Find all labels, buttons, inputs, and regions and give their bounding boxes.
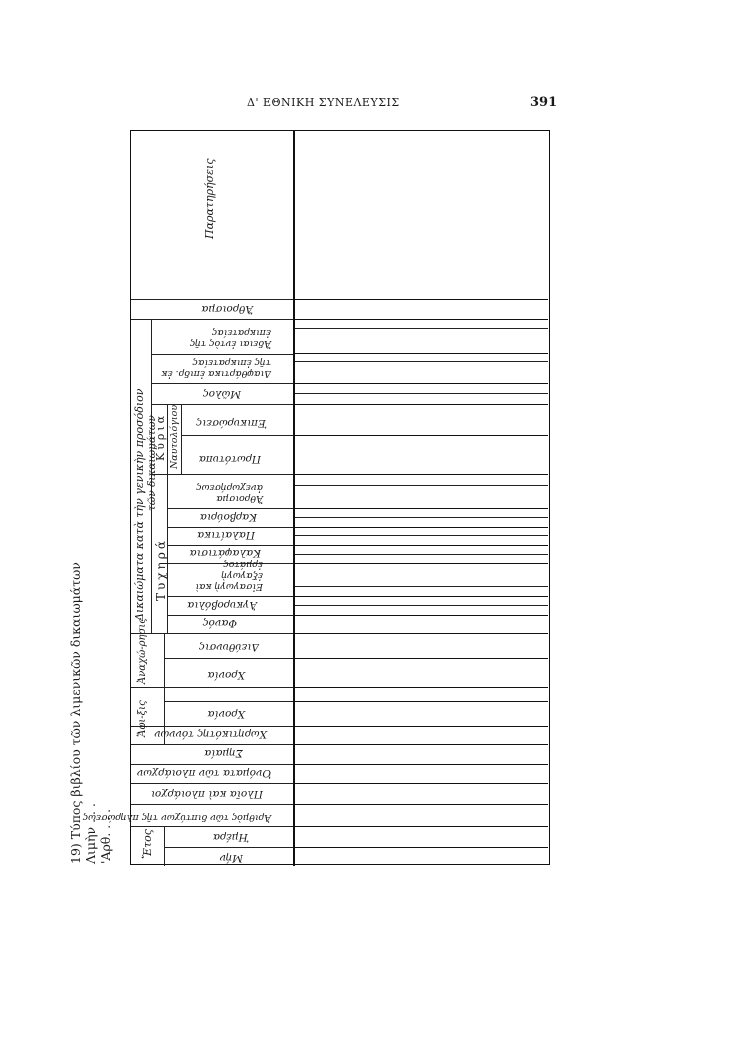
group-dikaiomata-line2: τῶν δικαιωμάτων: [146, 415, 158, 511]
anachorisis-divider: [164, 633, 165, 687]
row-line: [295, 485, 548, 486]
col-chortikotis: Χωρητικότης τόννων: [154, 728, 267, 740]
col-dieuthynsis: Διεύθυνσις: [199, 641, 259, 653]
col-agkyrovolia: Ἀγκυροβόλια: [187, 599, 257, 611]
row-line: [295, 361, 548, 362]
row-line: [295, 545, 548, 546]
running-title: Δ' ΕΘΝΙΚΗ ΣΥΝΕΛΕΥΣΙΣ: [247, 96, 400, 109]
col-athroisma: Ἄθροισμα: [201, 303, 253, 315]
row-line: [295, 299, 548, 300]
rule: [167, 615, 293, 616]
col-fanos: Φανός: [202, 617, 237, 629]
row-line: [295, 517, 548, 518]
rule: [151, 354, 293, 355]
row-line: [295, 554, 548, 555]
row-line: [295, 508, 548, 509]
rule: [164, 701, 293, 702]
col-adeiai: Ἄδειαι ἐντὸς τῆς ἐπικρατείας: [189, 327, 271, 349]
page-header: [0, 96, 744, 116]
row-line: [295, 847, 548, 848]
col-anachorisis-chronia: Χρονία: [207, 669, 245, 681]
col-epikyroseis: Ἐπικυρώσεις: [196, 417, 267, 429]
row-line: [295, 527, 548, 528]
group-nautologiou: Ναυτολόγιου: [169, 404, 180, 469]
col-kalafatisia: Καλαφάτισια: [189, 547, 261, 559]
row-line: [295, 474, 548, 475]
rule: [181, 435, 293, 436]
row-line: [295, 658, 548, 659]
rule: [131, 804, 293, 805]
row-line: [295, 804, 548, 805]
row-line: [295, 563, 548, 564]
row-line: [295, 701, 548, 702]
rule: [131, 726, 293, 727]
row-line: [295, 319, 548, 320]
row-line: [295, 353, 548, 354]
rule: [164, 847, 293, 848]
kyria-divider-2: [181, 404, 182, 474]
row-line: [295, 435, 548, 436]
rule: [167, 545, 293, 546]
col-afixis-chronia: Χρονία: [207, 708, 245, 720]
row-line: [295, 615, 548, 616]
row-line: [295, 535, 548, 536]
col-onomata: Ὀνόματα τῶν πλοιάρχων: [136, 767, 271, 779]
row-line: [295, 826, 548, 827]
col-eisagogi: Εἰσαγωγὴ καὶ ἐξαγωγὴ ἐρμάτος: [195, 559, 263, 592]
row-line: [295, 726, 548, 727]
col-athroisma-tychira: Ἄθροισμα ἀνεχωρήσεως: [196, 482, 263, 504]
row-line: [295, 393, 548, 394]
rule: [164, 658, 293, 659]
header-divider: [293, 131, 295, 866]
page-number: 391: [530, 95, 558, 110]
rule: [131, 826, 293, 827]
group-afixis: Ἄφι-ξις: [137, 700, 148, 737]
col-ploia: Πλοῖα καὶ πλοιάρχοι: [150, 788, 263, 800]
etos-divider: [164, 826, 165, 866]
col-prototypa: Πρωτότυπα: [198, 453, 261, 465]
group-etos: Ἔτος: [141, 829, 154, 859]
row-line: [295, 586, 548, 587]
row-line: [295, 744, 548, 745]
rule: [151, 383, 293, 384]
caption-port: Λιμὴν . . .: [83, 803, 98, 864]
row-line: [295, 605, 548, 606]
row-line: [295, 404, 548, 405]
rule: [131, 744, 293, 745]
group-dikaiomata-line1: Δικαιώματα κατὰ τὴν γενικὴν προσόδιον: [133, 388, 146, 621]
col-min: Μήν: [219, 852, 243, 864]
row-line: [295, 328, 548, 329]
rule: [131, 764, 293, 765]
rule: [131, 687, 293, 688]
col-arithmos: Ἀριθμὸς τῶν διπτύχων τῆς πληρώσεως: [82, 812, 271, 823]
caption-number: 'Αρθ. . . .: [98, 808, 113, 864]
col-imera: Ἡμέρα: [212, 831, 249, 843]
row-line: [295, 633, 548, 634]
group-tychira: Τυχηρά: [154, 538, 168, 601]
col-palaitika: Παλαίτικα: [196, 529, 255, 541]
col-molos: Μῶλος: [202, 388, 241, 400]
rule: [167, 508, 293, 509]
col-paratiriseis: Παρατηρήσεις: [203, 158, 216, 239]
rule: [131, 633, 293, 634]
col-karvouria: Καρβούρια: [199, 511, 257, 523]
rule: [131, 319, 293, 320]
col-diafthartika: Διαφθάρτικα ἐπιδρ. ἐκ τῆς ἐπικρατείας: [161, 357, 271, 379]
group-anachorisis: Ἀναχώ-ρησις: [137, 618, 148, 684]
caption-title: 19) Τύπος βιβλίου τῶν λιμενικῶν δικαιωμάτων: [68, 562, 83, 864]
rule: [131, 783, 293, 784]
group-kyria: Κύρια: [154, 412, 167, 461]
rule: [131, 299, 293, 300]
row-line: [295, 783, 548, 784]
rule: [167, 596, 293, 597]
row-line: [295, 687, 548, 688]
rule: [151, 474, 293, 475]
col-simaia: Σημαία: [204, 747, 243, 759]
row-line: [295, 764, 548, 765]
row-line: [295, 383, 548, 384]
rule: [167, 527, 293, 528]
row-line: [295, 596, 548, 597]
kyria-divider-1: [167, 404, 168, 474]
